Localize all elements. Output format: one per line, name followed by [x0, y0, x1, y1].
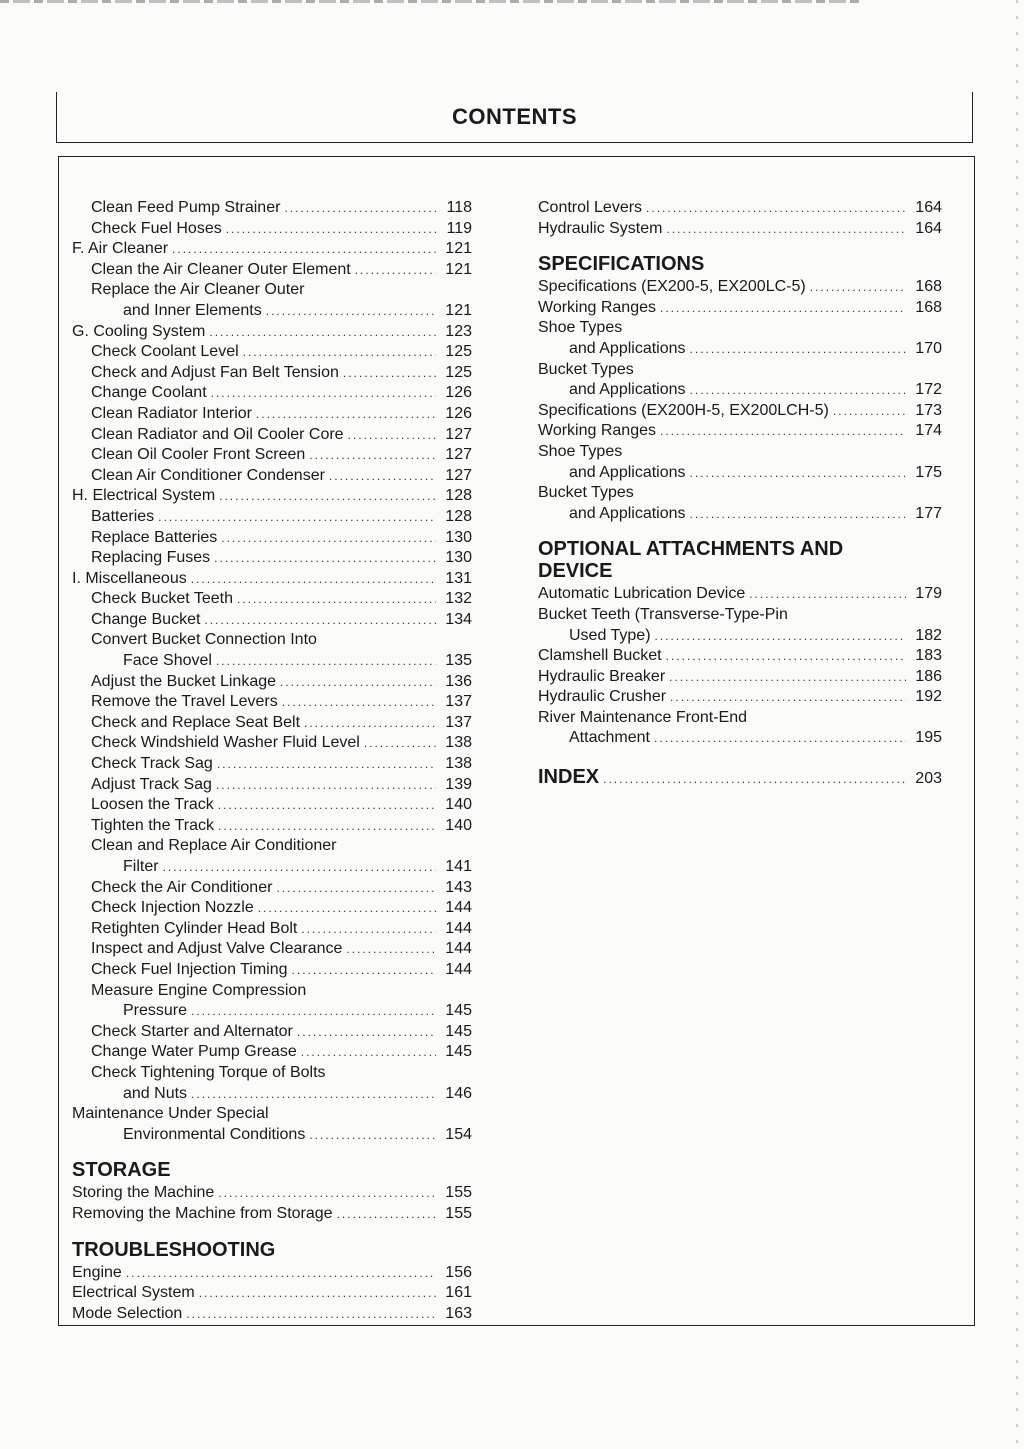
leader-dots [654, 728, 906, 749]
toc-entry-working-ranges[interactable] [538, 298, 942, 319]
toc-page-number: 145 [445, 1022, 472, 1040]
leader-dots [343, 363, 436, 384]
toc-entry-g-cooling-system[interactable] [72, 322, 472, 343]
scan-artifact-right [1016, 0, 1018, 1449]
toc-page-number: 121 [445, 301, 472, 319]
toc-entry-line[interactable]: Bucket Types [538, 484, 634, 502]
toc-page-number: 143 [445, 878, 472, 896]
toc-entry-title: and Nuts [123, 1084, 188, 1102]
toc-page-number: 118 [446, 199, 472, 216]
toc-page-number: 192 [915, 688, 942, 706]
toc-entry-title: Change Bucket [91, 610, 201, 628]
toc-entry-change-water-pump-grease[interactable] [72, 1042, 472, 1063]
toc-entry-clean-air-conditioner-condenser[interactable] [72, 466, 472, 487]
leader-dots [304, 713, 436, 734]
leader-dots [329, 466, 436, 487]
toc-page-number: 144 [445, 899, 472, 917]
toc-entry-title: Clean the Air Cleaner Outer Element [91, 260, 351, 278]
toc-entry-title: Change Coolant [91, 384, 207, 402]
toc-page-number: 155 [445, 1184, 472, 1202]
toc-entry-title: Check Starter and Alternator [91, 1022, 293, 1040]
section-heading-troubleshooting: TROUBLESHOOTING [72, 1238, 276, 1261]
toc-entry-title: Environmental Conditions [123, 1125, 306, 1143]
leader-dots [219, 486, 436, 507]
toc-page-number: 172 [915, 381, 942, 399]
toc-entry-line[interactable]: Measure Engine Compression [91, 981, 307, 999]
toc-page-number: 170 [915, 339, 942, 357]
leader-dots [280, 672, 436, 693]
toc-page-number: 144 [445, 919, 472, 937]
toc-entry-line[interactable]: Clean and Replace Air Conditioner [91, 837, 337, 855]
leader-dots [348, 425, 436, 446]
leader-dots [191, 1001, 436, 1022]
toc-entry-control-levers[interactable] [538, 198, 942, 219]
toc-entry-title: F. Air Cleaner [72, 240, 169, 258]
toc-entry-title: Engine [72, 1263, 122, 1281]
toc-entry-replacing-fuses[interactable] [72, 548, 472, 569]
toc-page-number: 161 [445, 1284, 472, 1302]
toc-left-column [72, 198, 472, 1324]
toc-entry-title: Electrical System [72, 1284, 195, 1302]
toc-page-number: 177 [915, 504, 942, 522]
leader-dots [237, 589, 436, 610]
toc-entry-adjust-track-sag[interactable] [72, 775, 472, 796]
leader-dots [221, 528, 436, 549]
toc-page-number: 203 [915, 770, 942, 788]
toc-entry-title: Clean Oil Cooler Front Screen [91, 446, 306, 464]
toc-page-number: 130 [445, 549, 472, 567]
toc-page-number: 146 [445, 1084, 472, 1102]
leader-dots [217, 754, 436, 775]
leader-dots [810, 277, 906, 298]
toc-entry-and-inner-elements[interactable] [72, 301, 472, 322]
toc-entry-storing-the-machine[interactable] [72, 1183, 472, 1204]
toc-page-number: 175 [915, 463, 942, 481]
toc-entry-title: Clean Feed Pump Strainer [91, 199, 281, 216]
toc-entry-and-applications[interactable] [538, 339, 942, 360]
toc-page-number: 131 [445, 569, 472, 587]
leader-dots [309, 445, 436, 466]
leader-dots [214, 548, 436, 569]
leader-dots [216, 651, 436, 672]
toc-entry-line[interactable]: River Maintenance Front-End [538, 708, 747, 726]
toc-entry-check-and-replace-seat-belt[interactable] [72, 713, 472, 734]
toc-page-number: 123 [445, 322, 472, 340]
toc-entry-title: Check Coolant Level [91, 343, 239, 361]
toc-page-number: 127 [445, 466, 472, 484]
toc-page-number: 127 [445, 425, 472, 443]
toc-entry-check-bucket-teeth[interactable] [72, 589, 472, 610]
leader-dots [301, 1042, 436, 1063]
toc-entry-title: Check and Replace Seat Belt [91, 713, 301, 731]
leader-dots [199, 1283, 436, 1304]
toc-entry-line[interactable]: Shoe Types [538, 319, 623, 337]
toc-page-number: 137 [445, 713, 472, 731]
leader-dots [209, 322, 436, 343]
toc-entry-clamshell-bucket[interactable] [538, 646, 942, 667]
toc-entry-check-and-adjust-fan-belt-tension[interactable] [72, 363, 472, 384]
leader-dots [364, 733, 436, 754]
toc-entry-inspect-and-adjust-valve-clearance[interactable] [72, 939, 472, 960]
toc-entry-remove-the-travel-levers[interactable] [72, 692, 472, 713]
leader-dots [297, 1022, 436, 1043]
toc-entry-title: Change Water Pump Grease [91, 1043, 297, 1061]
toc-page-number: 121 [445, 240, 472, 258]
toc-page-number: 174 [915, 422, 942, 440]
toc-entry-title: Hydraulic Crusher [538, 688, 667, 706]
toc-entry-removing-the-machine-from-storage[interactable] [72, 1204, 472, 1225]
leader-dots [603, 769, 906, 790]
toc-entry-line[interactable]: Bucket Types [538, 360, 634, 378]
leader-dots [211, 383, 436, 404]
toc-entry-title: Check Windshield Washer Fluid Level [91, 734, 360, 752]
leader-dots [226, 219, 436, 240]
toc-entry-title: and Inner Elements [123, 301, 262, 319]
toc-entry-title: Check Injection Nozzle [91, 899, 254, 917]
toc-entry-title: I. Miscellaneous [72, 569, 187, 587]
toc-page-number: 164 [915, 219, 942, 237]
toc-page-number: 138 [445, 755, 472, 773]
toc-page-number: 134 [445, 610, 472, 628]
toc-page-number: 137 [445, 693, 472, 711]
toc-page-number: 126 [445, 404, 472, 422]
toc-entry-title: Filter [123, 858, 159, 875]
section-heading-specifications: SPECIFICATIONS [538, 253, 705, 276]
leader-dots [284, 198, 436, 219]
leader-dots [256, 404, 436, 425]
toc-entry-title: and Applications [569, 504, 686, 522]
toc-entry-title: Hydraulic System [538, 219, 663, 237]
toc-entry-title: Check and Adjust Fan Belt Tension [91, 363, 339, 381]
toc-entry-title: Remove the Travel Levers [91, 693, 278, 711]
toc-entry-clean-radiator-and-oil-cooler-core[interactable] [72, 425, 472, 446]
toc-page-number: 182 [915, 626, 942, 644]
toc-entry-clean-radiator-interior[interactable] [72, 404, 472, 425]
toc-entry-f-air-cleaner[interactable] [72, 239, 472, 260]
toc-entry-h-electrical-system[interactable] [72, 486, 472, 507]
section-heading-optional-attachments-and-device: OPTIONAL ATTACHMENTS AND DEVICE [538, 538, 844, 583]
toc-entry-title: Replacing Fuses [91, 549, 211, 567]
toc-page-number: 127 [445, 446, 472, 464]
leader-dots [218, 1183, 436, 1204]
toc-page-number: 163 [445, 1304, 472, 1322]
header-box [56, 92, 973, 143]
toc-page-number: 128 [445, 507, 472, 525]
toc-page-number: 173 [915, 401, 942, 419]
toc-entry-check-coolant-level[interactable] [72, 342, 472, 363]
leader-dots [660, 421, 906, 442]
toc-entry-working-ranges[interactable] [538, 421, 942, 442]
leader-dots [158, 507, 436, 528]
toc-entry-replace-batteries[interactable] [72, 528, 472, 549]
leader-dots [655, 626, 906, 647]
toc-entry-title: Used Type) [569, 626, 651, 644]
toc-page-number: 138 [445, 734, 472, 752]
leader-dots [243, 342, 436, 363]
toc-entry-loosen-the-track[interactable] [72, 795, 472, 816]
leader-dots [646, 198, 906, 219]
toc-entry-check-the-air-conditioner[interactable] [72, 878, 472, 899]
toc-entry-check-starter-and-alternator[interactable] [72, 1022, 472, 1043]
toc-entry-index[interactable] [538, 767, 942, 790]
toc-entry-title: Replace Batteries [91, 528, 218, 546]
leader-dots [690, 504, 906, 525]
toc-entry-line[interactable]: Shoe Types [538, 442, 623, 460]
toc-entry-title: Tighten the Track [91, 816, 215, 834]
toc-entry-i-miscellaneous[interactable] [72, 569, 472, 590]
toc-entry-check-fuel-injection-timing[interactable] [72, 960, 472, 981]
leader-dots [172, 239, 436, 260]
leader-dots [833, 401, 906, 422]
toc-right-column [538, 198, 942, 790]
toc-entry-title: Control Levers [538, 199, 643, 216]
toc-entry-title: Working Ranges [538, 422, 656, 440]
leader-dots [218, 795, 436, 816]
toc-page-number: 132 [445, 590, 472, 608]
leader-dots [282, 692, 436, 713]
leader-dots [346, 939, 436, 960]
leader-dots [186, 1304, 436, 1325]
toc-entry-clean-feed-pump-strainer[interactable] [72, 198, 472, 219]
toc-entry-title: Inspect and Adjust Valve Clearance [91, 940, 343, 958]
toc-page-number: 141 [445, 858, 472, 875]
toc-page-number: 130 [445, 528, 472, 546]
toc-entry-title: Clean Radiator and Oil Cooler Core [91, 425, 344, 443]
toc-entry-and-applications[interactable] [538, 380, 942, 401]
toc-entry-specifications-ex200-5-ex200lc-5[interactable] [538, 277, 942, 298]
toc-entry-hydraulic-system[interactable] [538, 219, 942, 240]
leader-dots [669, 667, 906, 688]
toc-entry-title: Specifications (EX200-5, EX200LC-5) [538, 278, 806, 296]
toc-page-number: 144 [445, 960, 472, 978]
section-heading-storage: STORAGE [72, 1159, 171, 1182]
toc-entry-title: Attachment [569, 729, 650, 747]
leader-dots [690, 339, 906, 360]
toc-entry-pressure[interactable] [72, 1001, 472, 1022]
toc-entry-and-applications[interactable] [538, 504, 942, 525]
toc-entry-title: Retighten Cylinder Head Bolt [91, 919, 298, 937]
toc-entry-title: H. Electrical System [72, 487, 216, 505]
toc-entry-mode-selection[interactable] [72, 1304, 472, 1325]
toc-page-number: 154 [445, 1125, 472, 1143]
scan-artifact-top [0, 0, 860, 3]
leader-dots [355, 260, 436, 281]
toc-entry-title: Specifications (EX200H-5, EX200LCH-5) [538, 401, 829, 419]
toc-entry-check-windshield-washer-fluid-level[interactable] [72, 733, 472, 754]
toc-entry-line[interactable]: Bucket Teeth (Transverse-Type-Pin [538, 605, 788, 623]
toc-entry-title: and Applications [569, 339, 686, 357]
toc-entry-title: Automatic Lubrication Device [538, 585, 746, 603]
toc-entry-adjust-the-bucket-linkage[interactable] [72, 672, 472, 693]
leader-dots [690, 463, 906, 484]
toc-entry-filter[interactable] [72, 857, 472, 878]
toc-entry-title: and Applications [569, 463, 686, 481]
toc-entry-title: Check the Air Conditioner [91, 878, 273, 896]
leader-dots [660, 298, 906, 319]
leader-dots [276, 878, 436, 899]
toc-page-number: 128 [445, 487, 472, 505]
toc-entry-title: G. Cooling System [72, 322, 206, 340]
toc-entry-title: Removing the Machine from Storage [72, 1204, 333, 1222]
toc-entry-attachment[interactable] [538, 728, 942, 749]
toc-entry-clean-oil-cooler-front-screen[interactable] [72, 445, 472, 466]
toc-entry-title: Mode Selection [72, 1304, 183, 1322]
toc-entry-title: Loosen the Track [91, 796, 214, 814]
toc-page-number: 183 [915, 647, 942, 665]
toc-entry-check-fuel-hoses[interactable] [72, 219, 472, 240]
toc-entry-check-injection-nozzle[interactable] [72, 898, 472, 919]
toc-entry-and-nuts[interactable] [72, 1084, 472, 1105]
leader-dots [666, 219, 906, 240]
toc-entry-title: and Applications [569, 381, 686, 399]
toc-entry-electrical-system[interactable] [72, 1283, 472, 1304]
toc-entry-title: Check Bucket Teeth [91, 590, 234, 608]
toc-entry-title: INDEX [538, 766, 600, 789]
toc-entry-check-track-sag[interactable] [72, 754, 472, 775]
toc-page-number: 195 [915, 729, 942, 747]
toc-entry-face-shovel[interactable] [72, 651, 472, 672]
leader-dots [670, 687, 906, 708]
toc-page-number: 125 [445, 363, 472, 381]
toc-page-number: 140 [445, 816, 472, 834]
toc-entry-hydraulic-crusher[interactable] [538, 687, 942, 708]
toc-entry-line[interactable]: Replace the Air Cleaner Outer [91, 281, 305, 299]
toc-page-number: 121 [445, 260, 472, 278]
toc-entry-and-applications[interactable] [538, 463, 942, 484]
toc-entry-title: Pressure [123, 1002, 188, 1020]
toc-entry-tighten-the-track[interactable] [72, 816, 472, 837]
toc-entry-hydraulic-breaker[interactable] [538, 667, 942, 688]
leader-dots [666, 646, 906, 667]
toc-page-number: 125 [445, 343, 472, 361]
leader-dots [292, 960, 436, 981]
leader-dots [690, 380, 906, 401]
toc-page-number: 140 [445, 796, 472, 814]
toc-page-number: 119 [446, 219, 472, 237]
toc-entry-title: Check Track Sag [91, 755, 213, 773]
toc-entry-title: Hydraulic Breaker [538, 667, 666, 685]
toc-page-number: 179 [915, 585, 942, 603]
toc-page-number: 156 [445, 1263, 472, 1281]
toc-page-number: 168 [915, 278, 942, 296]
toc-entry-title: Face Shovel [123, 652, 212, 670]
toc-entry-title: Batteries [91, 507, 155, 525]
page-title: CONTENTS [452, 104, 577, 129]
toc-page-number: 126 [445, 384, 472, 402]
toc-entry-engine[interactable] [72, 1263, 472, 1284]
toc-page-number: 135 [445, 652, 472, 670]
toc-page-number: 145 [445, 1002, 472, 1020]
leader-dots [163, 857, 436, 878]
toc-entry-environmental-conditions[interactable] [72, 1125, 472, 1146]
toc-entry-title: Clean Radiator Interior [91, 404, 252, 422]
toc-entry-title: Check Fuel Hoses [91, 219, 222, 237]
toc-entry-title: Adjust Track Sag [91, 775, 212, 793]
toc-entry-retighten-cylinder-head-bolt[interactable] [72, 919, 472, 940]
toc-entry-automatic-lubrication-device[interactable] [538, 584, 942, 605]
leader-dots [309, 1125, 436, 1146]
toc-entry-change-bucket[interactable] [72, 610, 472, 631]
toc-entry-line[interactable]: Maintenance Under Special [72, 1105, 269, 1123]
leader-dots [266, 301, 436, 322]
toc-entry-title: Storing the Machine [72, 1184, 215, 1202]
leader-dots [216, 775, 436, 796]
toc-entry-specifications-ex200h-5-ex200lch-5[interactable] [538, 401, 942, 422]
toc-page-number: 168 [915, 298, 942, 316]
toc-entry-change-coolant[interactable] [72, 383, 472, 404]
toc-page-number: 144 [445, 940, 472, 958]
leader-dots [218, 816, 436, 837]
toc-entry-batteries[interactable] [72, 507, 472, 528]
leader-dots [337, 1204, 436, 1225]
toc-entry-title: Check Fuel Injection Timing [91, 960, 288, 978]
toc-page-number: 145 [445, 1043, 472, 1061]
toc-page-number: 136 [445, 672, 472, 690]
toc-entry-title: Working Ranges [538, 298, 656, 316]
leader-dots [301, 919, 436, 940]
toc-entry-title: Adjust the Bucket Linkage [91, 672, 277, 690]
toc-page-number: 164 [915, 199, 942, 216]
toc-page-number: 139 [445, 775, 472, 793]
toc-entry-line[interactable]: Convert Bucket Connection Into [91, 631, 317, 649]
toc-entry-title: Clamshell Bucket [538, 647, 662, 665]
leader-dots [126, 1263, 436, 1284]
toc-page-number: 155 [445, 1204, 472, 1222]
leader-dots [258, 898, 436, 919]
toc-entry-title: Clean Air Conditioner Condenser [91, 466, 325, 484]
leader-dots [749, 584, 906, 605]
toc-entry-used-type[interactable] [538, 626, 942, 647]
toc-entry-line[interactable]: Check Tightening Torque of Bolts [91, 1063, 326, 1081]
toc-page-number: 186 [915, 667, 942, 685]
leader-dots [204, 610, 436, 631]
toc-entry-clean-the-air-cleaner-outer-element[interactable] [72, 260, 472, 281]
leader-dots [191, 569, 436, 590]
leader-dots [191, 1084, 436, 1105]
